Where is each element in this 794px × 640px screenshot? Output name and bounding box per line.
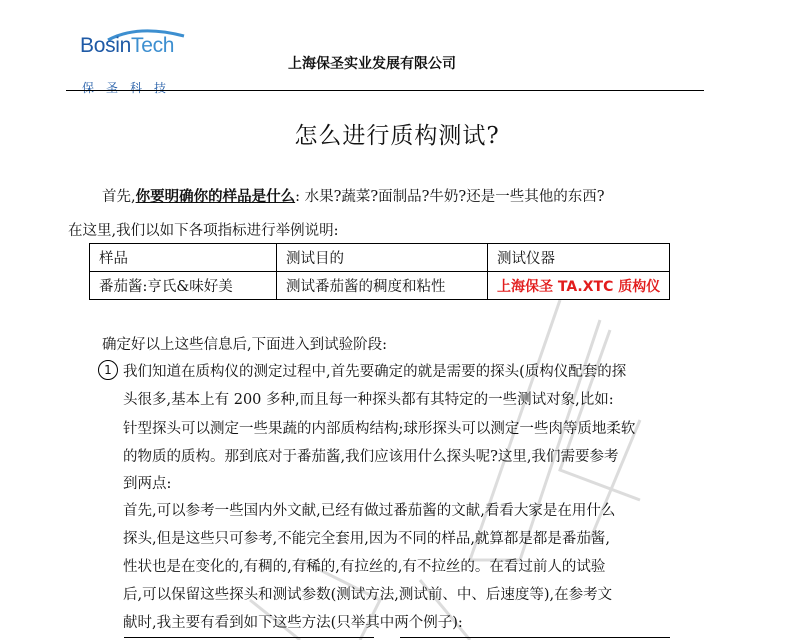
document-title: 怎么进行质构测试? [294, 123, 500, 149]
step-line: 性状也是在变化的,有稠的,有稀的,有拉丝的,有不拉丝的。在看过前人的试验 [123, 559, 606, 575]
table-header-cell: 样品 [90, 244, 277, 272]
step-line: 献时,我主要有看到如下这些方法(只举其中两个例子): [123, 615, 463, 631]
intro-suffix: : 水果?蔬菜?面制品?牛奶?还是一些其他的东西? [295, 189, 605, 205]
table-header-cell: 测试目的 [277, 244, 488, 272]
step-line: 探头,但是这些只可参考,不能完全套用,因为不同的样品,就算都是都是番茄酱, [123, 531, 611, 547]
next-table-top-border [400, 637, 670, 638]
step-line: 针型探头可以测定一些果蔬的内部质构结构;球形探头可以测定一些肉等质地柔软 [123, 421, 636, 437]
step-line: 后,可以保留这些探头和测试参数(测试方法,测试前、中、后速度等),在参考文 [123, 587, 613, 603]
table-cell-instrument: 上海保圣 TA.XTC 质构仪 [488, 272, 670, 300]
intro-paragraph [102, 185, 604, 206]
logo-name-bosin: Bosin [80, 34, 132, 57]
intro-line-2: 在这里,我们以如下各项指标进行举例说明: [68, 223, 339, 239]
header-divider [66, 90, 704, 91]
stage-intro: 确定好以上这些信息后,下面进入到试验阶段: [102, 337, 387, 353]
next-table-top-border [124, 637, 374, 638]
intro-prefix: 首先, [102, 189, 136, 205]
table-row [90, 272, 670, 300]
intro-emphasis: 你要明确你的样品是什么 [135, 188, 296, 205]
logo-chinese-name: 保圣科技 [82, 81, 179, 95]
step-line: 的物质的质构。那到底对于番茄酱,我们应该用什么探头呢?这里,我们需要参考 [123, 449, 619, 465]
logo-wordmark [80, 34, 174, 58]
logo-name-tech: Tech [131, 34, 175, 57]
sample-spec-table [89, 243, 670, 300]
step-line: 到两点: [123, 476, 172, 492]
table-cell-purpose: 测试番茄酱的稠度和粘性 [277, 272, 488, 300]
company-name: 上海保圣实业发展有限公司 [288, 56, 456, 72]
step-line: 我们知道在质构仪的测定过程中,首先要确定的就是需要的探头(质构仪配套的探 [123, 364, 627, 380]
step-line: 头很多,基本上有 200 多种,而且每一种探头都有其特定的一些测试对象,比如: [123, 392, 614, 408]
step-line: 首先,可以参考一些国内外文献,已经有做过番茄酱的文献,看看大家是在用什么 [123, 503, 616, 519]
step-number-badge: 1 [98, 360, 118, 380]
table-cell-sample: 番茄酱:亨氏&味好美 [90, 272, 277, 300]
table-header-row [90, 244, 670, 272]
table-header-cell: 测试仪器 [488, 244, 670, 272]
